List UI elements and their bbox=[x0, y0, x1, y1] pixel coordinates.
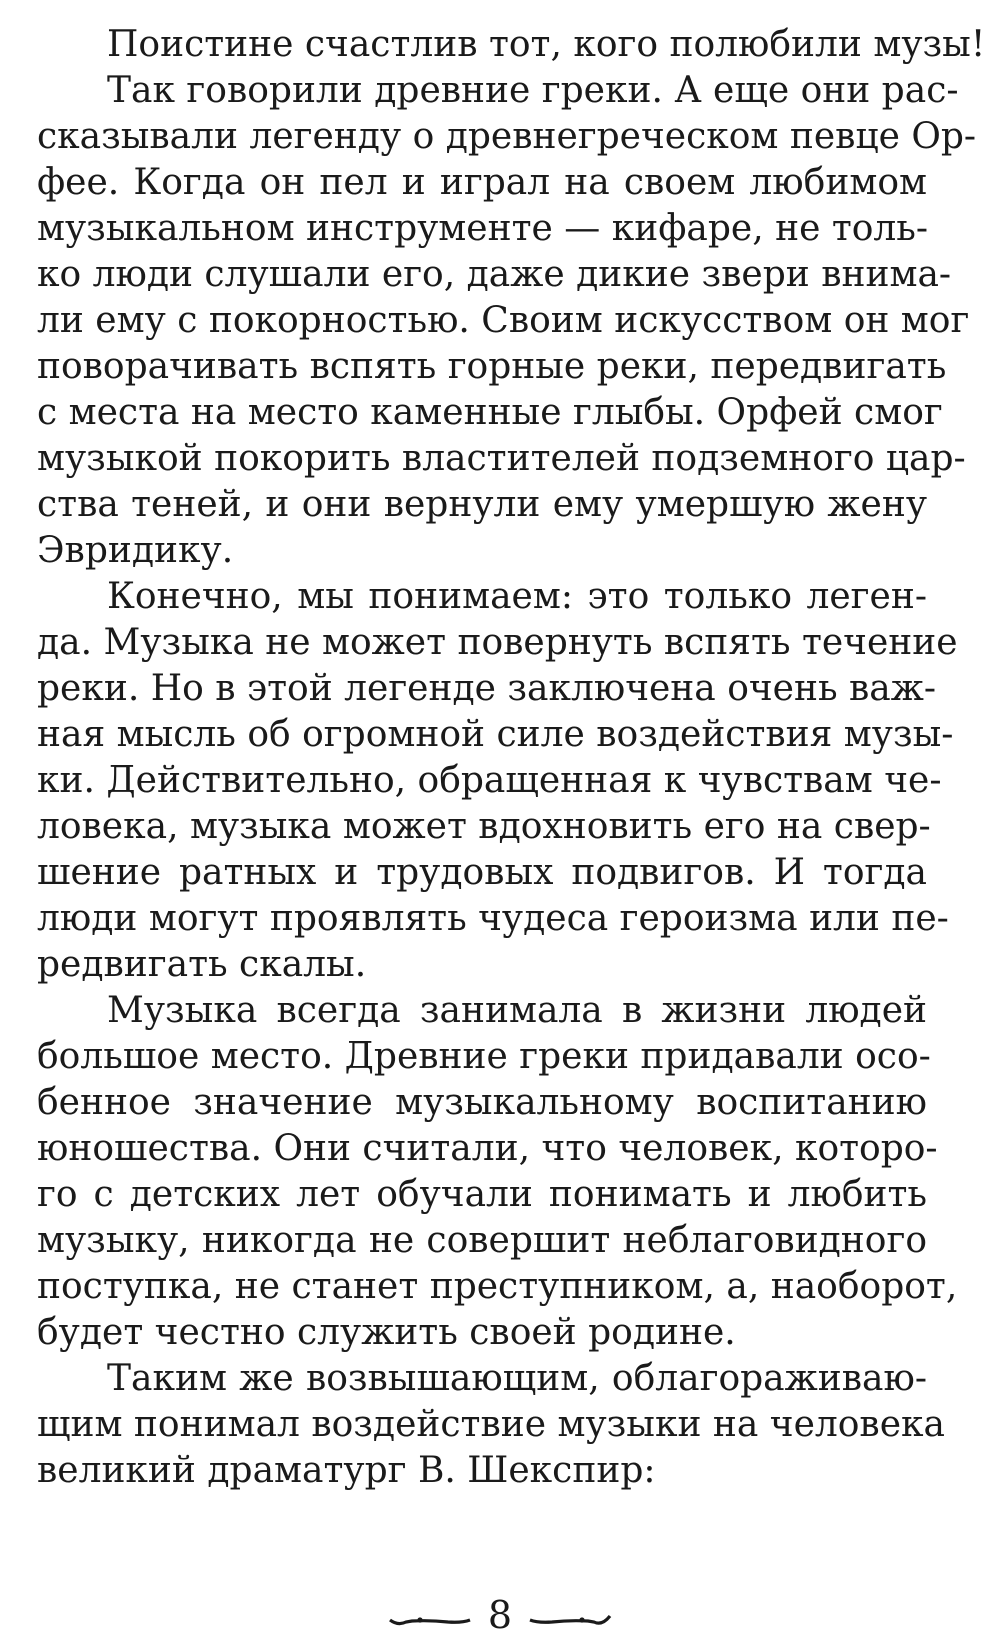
page-footer bbox=[0, 1586, 1000, 1646]
text-line: музыкой покорить властителей подземного цар- bbox=[37, 438, 966, 479]
text-line: Поистине счастлив тот, кого полюбили музы! bbox=[107, 24, 986, 65]
right-flourish-icon bbox=[530, 1616, 610, 1623]
text-line: ловека, музыка может вдохновить его на свер- bbox=[37, 806, 931, 847]
text-line: ко люди слушали его, даже дикие звери внима- bbox=[37, 254, 952, 295]
left-dot-icon bbox=[417, 1617, 422, 1622]
text-line: ки. Действительно, обращенная к чувствам че- bbox=[37, 760, 942, 801]
text-line: да. Музыка не может повернуть вспять течение bbox=[37, 622, 958, 663]
text-line: редвигать скалы. bbox=[37, 944, 367, 985]
text-line: щим понимал воздействие музыки на человека bbox=[37, 1404, 945, 1445]
text-line: Таким же возвышающим, облагораживаю- bbox=[107, 1358, 927, 1399]
text-line: большое место. Древние греки придавали осо- bbox=[37, 1036, 931, 1077]
text-line: будет честно служить своей родине. bbox=[37, 1312, 736, 1353]
text-line: поворачивать вспять горные реки, передвигать bbox=[37, 346, 947, 387]
text-line: ная мысль об огромной силе воздействия музы- bbox=[37, 714, 954, 755]
text-line: юношества. Они считали, что человек, которо- bbox=[37, 1128, 938, 1169]
text-line: музыкальном инструменте — кифаре, не толь- bbox=[37, 208, 929, 249]
text-line: Так говорили древние греки. А еще они рас- bbox=[107, 70, 959, 111]
text-line: поступка, не станет преступником, а, наоборот, bbox=[37, 1266, 958, 1307]
text-line: Музыка всегда занимала в жизни людей bbox=[107, 990, 927, 1031]
text-line: музыку, никогда не совершит неблаговидного bbox=[37, 1220, 927, 1261]
text-line: люди могут проявлять чудеса героизма или пе- bbox=[37, 898, 949, 939]
text-line: фее. Когда он пел и играл на своем любимом bbox=[37, 162, 927, 203]
text-line: Эвридику. bbox=[37, 530, 234, 571]
text-line: с места на место каменные глыбы. Орфей смог bbox=[37, 392, 943, 433]
page-number: 8 bbox=[487, 1593, 513, 1637]
text-line: реки. Но в этой легенде заключена очень важ- bbox=[37, 668, 937, 709]
right-dot-icon bbox=[579, 1617, 584, 1622]
text-line: ства теней, и они вернули ему умершую жену bbox=[37, 484, 927, 525]
text-line: ли ему с покорностью. Своим искусством он мог bbox=[37, 300, 970, 341]
text-line: шение ратных и трудовых подвигов. И тогда bbox=[37, 852, 927, 893]
text-line: бенное значение музыкальному воспитанию bbox=[37, 1082, 927, 1123]
left-flourish-icon bbox=[390, 1620, 470, 1624]
text-line: го с детских лет обучали понимать и любить bbox=[37, 1174, 927, 1215]
text-line: Конечно, мы понимаем: это только леген- bbox=[107, 576, 927, 617]
text-line: великий драматург В. Шекспир: bbox=[37, 1450, 656, 1491]
text-line: сказывали легенду о древнегреческом певце Ор- bbox=[37, 116, 977, 157]
page-number-ornament bbox=[370, 1586, 630, 1642]
